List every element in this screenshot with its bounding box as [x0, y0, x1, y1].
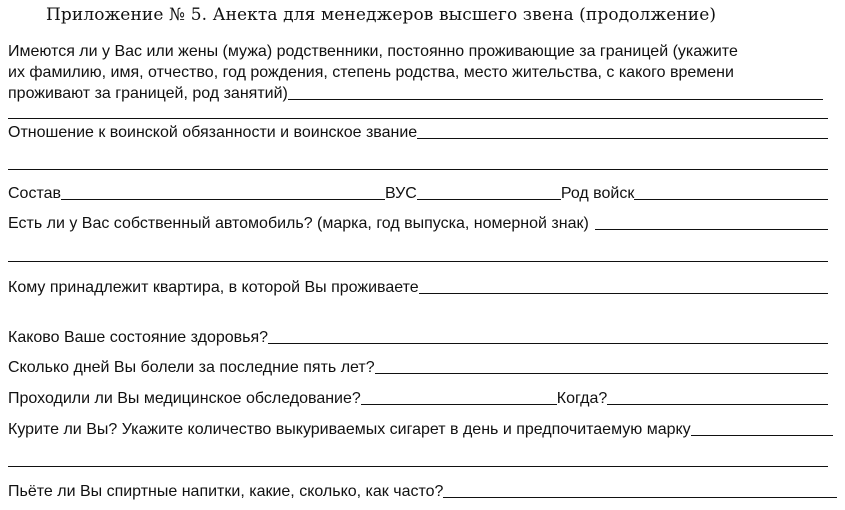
question-when-label: Когда? [556, 390, 608, 407]
question-troops-label: Род войск [560, 185, 635, 202]
question-composition-row [8, 183, 828, 203]
question-health-label: Каково Ваше состояние здоровья? [8, 329, 269, 346]
question-apartment-row [8, 277, 828, 297]
question-car-label: Есть ли у Вас собственный автомобиль? (марка, год выпуска, номерной знак) [8, 215, 589, 232]
answer-vus-field[interactable] [417, 199, 561, 200]
answer-smoking-extra-line[interactable] [8, 466, 828, 467]
answer-relatives-field[interactable] [288, 99, 823, 100]
answer-car-extra-line[interactable] [8, 261, 828, 262]
question-military-row [8, 122, 828, 142]
question-relatives-line-1: Имеются ли у Вас или жены (мужа) родственники, постоянно проживающие за границей (укажите [8, 43, 738, 60]
answer-smoking-field[interactable] [691, 435, 833, 436]
answer-troops-field[interactable] [634, 199, 828, 200]
answer-drinking-field[interactable] [443, 497, 837, 498]
question-vus-label: ВУС [385, 185, 417, 202]
question-military-label: Отношение к воинской обязанности и воинское звание [8, 124, 418, 141]
question-relatives-row [8, 83, 823, 103]
question-car-row [8, 213, 828, 233]
question-smoking-row [8, 419, 833, 439]
question-sick-days-row [8, 357, 828, 377]
answer-sick-days-field[interactable] [375, 373, 828, 374]
page-header: Приложение № 5. Анекта для менеджеров высшего звена (продолжение) [46, 5, 717, 25]
answer-car-field[interactable] [595, 229, 828, 230]
answer-medical-field[interactable] [361, 404, 557, 405]
answer-relatives-extra-line[interactable] [8, 118, 828, 119]
question-drinking-label: Пьёте ли Вы спиртные напитки, какие, сколько, как часто? [8, 483, 444, 500]
question-relatives-line-3: проживают за границей, род занятий) [8, 85, 288, 102]
answer-when-field[interactable] [607, 404, 828, 405]
answer-military-extra-line[interactable] [8, 169, 828, 170]
answer-composition-field[interactable] [61, 199, 385, 200]
question-sick-days-label: Сколько дней Вы болели за последние пять лет? [8, 359, 375, 376]
answer-apartment-field[interactable] [419, 293, 828, 294]
question-composition-label: Состав [8, 185, 61, 202]
question-relatives-line-2: их фамилию, имя, отчество, год рождения, степень родства, место жительства, с какого времени [8, 64, 734, 81]
question-drinking-row [8, 481, 837, 501]
question-apartment-label: Кому принадлежит квартира, в которой Вы проживаете [8, 279, 419, 296]
answer-health-field[interactable] [268, 343, 828, 344]
question-medical-row [8, 388, 828, 408]
question-medical-label: Проходили ли Вы медицинское обследование? [8, 390, 361, 407]
question-health-row [8, 327, 828, 347]
answer-military-field[interactable] [417, 138, 828, 139]
question-smoking-label: Курите ли Вы? Укажите количество выкуриваемых сигарет в день и предпочитаемую марку [8, 421, 691, 438]
